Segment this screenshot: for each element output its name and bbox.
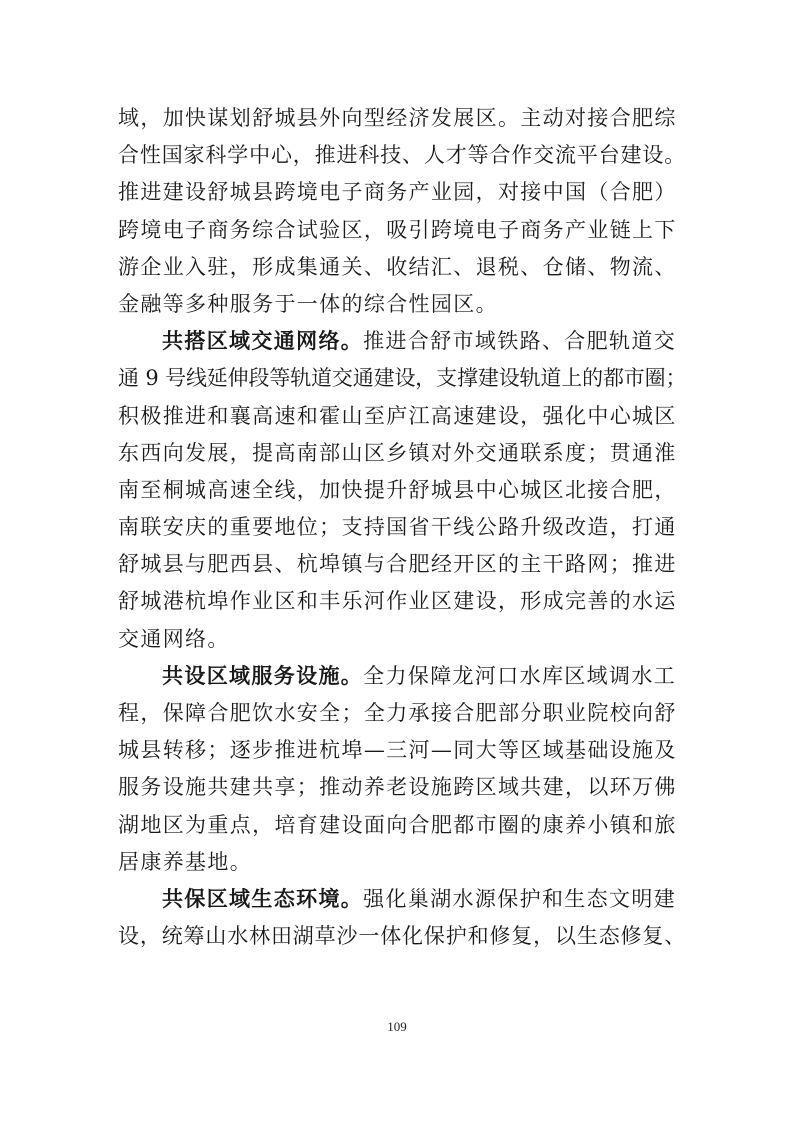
paragraph-line: 交通网络。 (118, 626, 230, 651)
paragraph-line: 积极推进和襄高速和霍山至庐江高速建设，强化中心城区 (118, 403, 677, 428)
paragraph-line: 推进建设舒城县跨境电子商务产业园，对接中国（合肥） (118, 180, 677, 205)
paragraph-line: 城县转移；逐步推进杭埠—三河—同大等区域基础设施及 (118, 738, 677, 763)
paragraph-first-line (118, 658, 690, 695)
paragraph-text: 强化巢湖水源保护和生态文明建 (363, 886, 677, 911)
paragraph-line: 舒城县与肥西县、杭埠镇与合肥经开区的主干路网；推进 (118, 552, 677, 577)
paragraph-line: 通 9 号线延伸段等轨道交通建设，支撑建设轨道上的都市圈； (118, 366, 687, 391)
paragraph-first-line (118, 323, 690, 360)
paragraph-line: 设，统筹山水林田湖草沙一体化保护和修复，以生态修复、 (118, 924, 687, 949)
paragraph-text: 全力保障龙河口水库区域调水工 (363, 663, 677, 688)
paragraph-line: 合性国家科学中心，推进科技、人才等合作交流平台建设。 (118, 143, 687, 168)
paragraph-text: 推进合舒市域铁路、合肥轨道交 (363, 329, 677, 354)
paragraph-line: 金融等多种服务于一体的综合性园区。 (118, 291, 498, 316)
paragraph-line: 游企业入驻，形成集通关、收结汇、退税、仓储、物流、 (118, 254, 677, 279)
body-text (118, 100, 690, 955)
paragraph-line: 域，加快谋划舒城县外向型经济发展区。主动对接合肥综 (118, 106, 677, 130)
paragraph-heading: 共搭区域交通网络。 (162, 329, 364, 354)
paragraph-line: 东西向发展，提高南部山区乡镇对外交通联系度；贯通淮 (118, 440, 677, 465)
page-number: 109 (387, 1019, 407, 1034)
paragraph-heading: 共保区域生态环境。 (162, 886, 364, 911)
paragraph-first-line (118, 881, 690, 918)
paragraph-line: 湖地区为重点，培育建设面向合肥都市圈的康养小镇和旅 (118, 812, 677, 837)
paragraph-heading: 共设区域服务设施。 (162, 663, 364, 688)
paragraph-line: 跨境电子商务综合试验区，吸引跨境电子商务产业链上下 (118, 217, 677, 242)
paragraph-line: 南至桐城高速全线，加快提升舒城县中心城区北接合肥， (118, 477, 677, 502)
paragraph-line: 程，保障合肥饮水安全；全力承接合肥部分职业院校向舒 (118, 701, 677, 725)
paragraph-line: 居康养基地。 (118, 849, 253, 874)
paragraph-line: 舒城港杭埠作业区和丰乐河作业区建设，形成完善的水运 (118, 589, 677, 614)
paragraph-line: 服务设施共建共享；推动养老设施跨区域共建，以环万佛 (118, 775, 677, 800)
paragraph-line: 南联安庆的重要地位；支持国省干线公路升级改造，打通 (118, 515, 677, 540)
